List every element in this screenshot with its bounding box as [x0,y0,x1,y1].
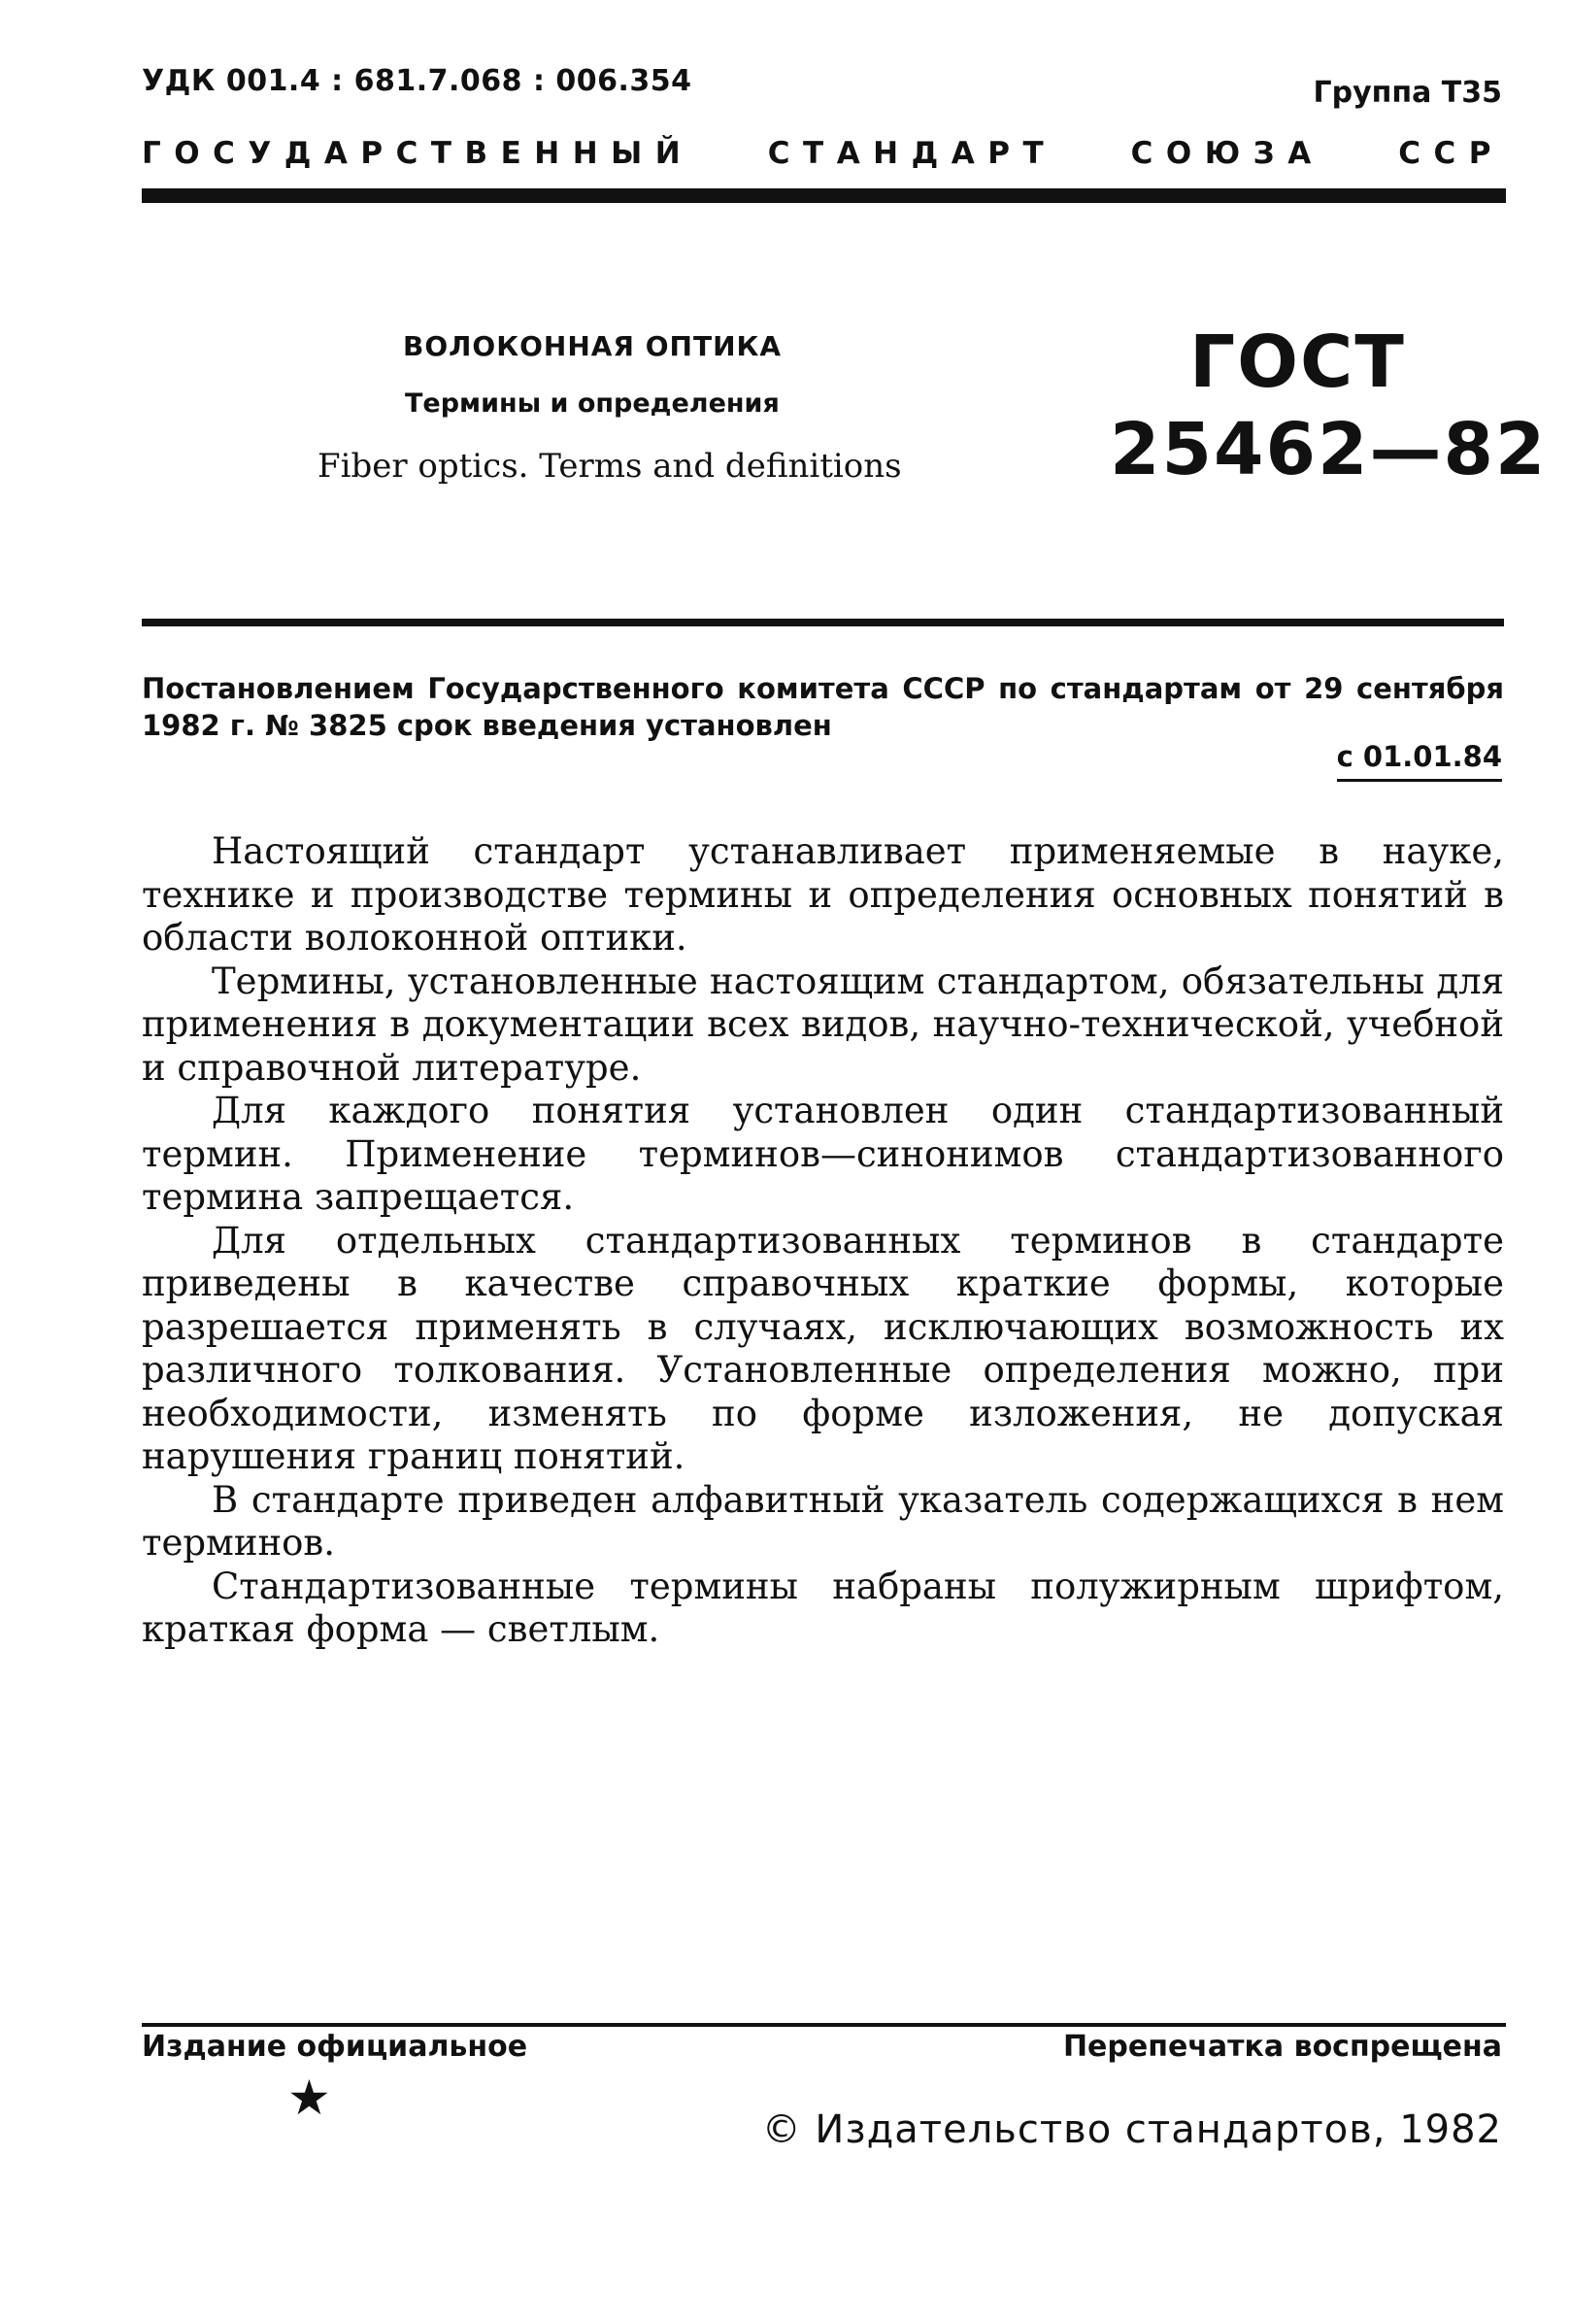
bottom-rule [142,2023,1506,2027]
banner-word-2: СТАНДАРТ [767,136,1057,171]
publisher-copyright: © Издательство стандартов, 1982 [761,2107,1502,2152]
paragraph: Настоящий стандарт устанавливает применяемые в науке, технике и производстве термины и определения основных понятий в области волоконной оптики. [142,830,1504,959]
title-english: Fiber optics. Terms and definitions [317,447,902,486]
banner-word-3: СОЮЗА [1130,136,1324,171]
middle-rule [142,619,1504,626]
banner-word-1: ГОСУДАРСТВЕННЫЙ [142,136,694,171]
paragraph: Для отдельных стандартизованных терминов в стандарте приведены в качестве справочных краткие формы, которые разрешается применять в случаях, исключающих возможность их различного толкования. Установленные определения можно, при необходимости, изменять по форме изложения, не допуская нарушения границ понятий. [142,1219,1504,1477]
decree-date: с 01.01.84 [1337,740,1502,782]
banner-word-4: ССР [1398,136,1504,171]
reprint-prohibited: Перепечатка воспрещена [1062,2030,1502,2064]
state-standard-banner [142,136,1504,179]
gost-label: ГОСТ [1189,320,1406,404]
udk-code: УДК 001.4 : 681.7.068 : 006.354 [142,64,692,98]
gost-number: 25462—82 [1110,408,1548,491]
official-edition: Издание официальное [142,2030,528,2064]
star-icon: ★ [287,2070,331,2126]
paragraph: В стандарте приведен алфавитный указатель содержащихся в нем терминов. [142,1478,1504,1564]
paragraph: Стандартизованные термины набраны полужирным шрифтом, краткая форма — светлым. [142,1565,1504,1650]
body-text [142,830,1504,1652]
group-code: Группа Т35 [1313,76,1502,110]
title-subtitle: Термины и определения [405,388,780,419]
decree-text: Постановлением Государственного комитета СССР по стандартам от 29 сентября 1982 г. № 3825 срок введения установлен [142,672,1504,742]
paragraph: Для каждого понятия установлен один стандартизованный термин. Применение терминов—синонимов стандартизованного термина запрещается. [142,1090,1504,1218]
title-russian: ВОЛОКОННАЯ ОПТИКА [403,330,783,362]
top-rule [142,188,1506,203]
paragraph: Термины, установленные настоящим стандартом, обязательны для применения в документации всех видов, научно-технической, учебной и справочной литературе. [142,960,1504,1089]
